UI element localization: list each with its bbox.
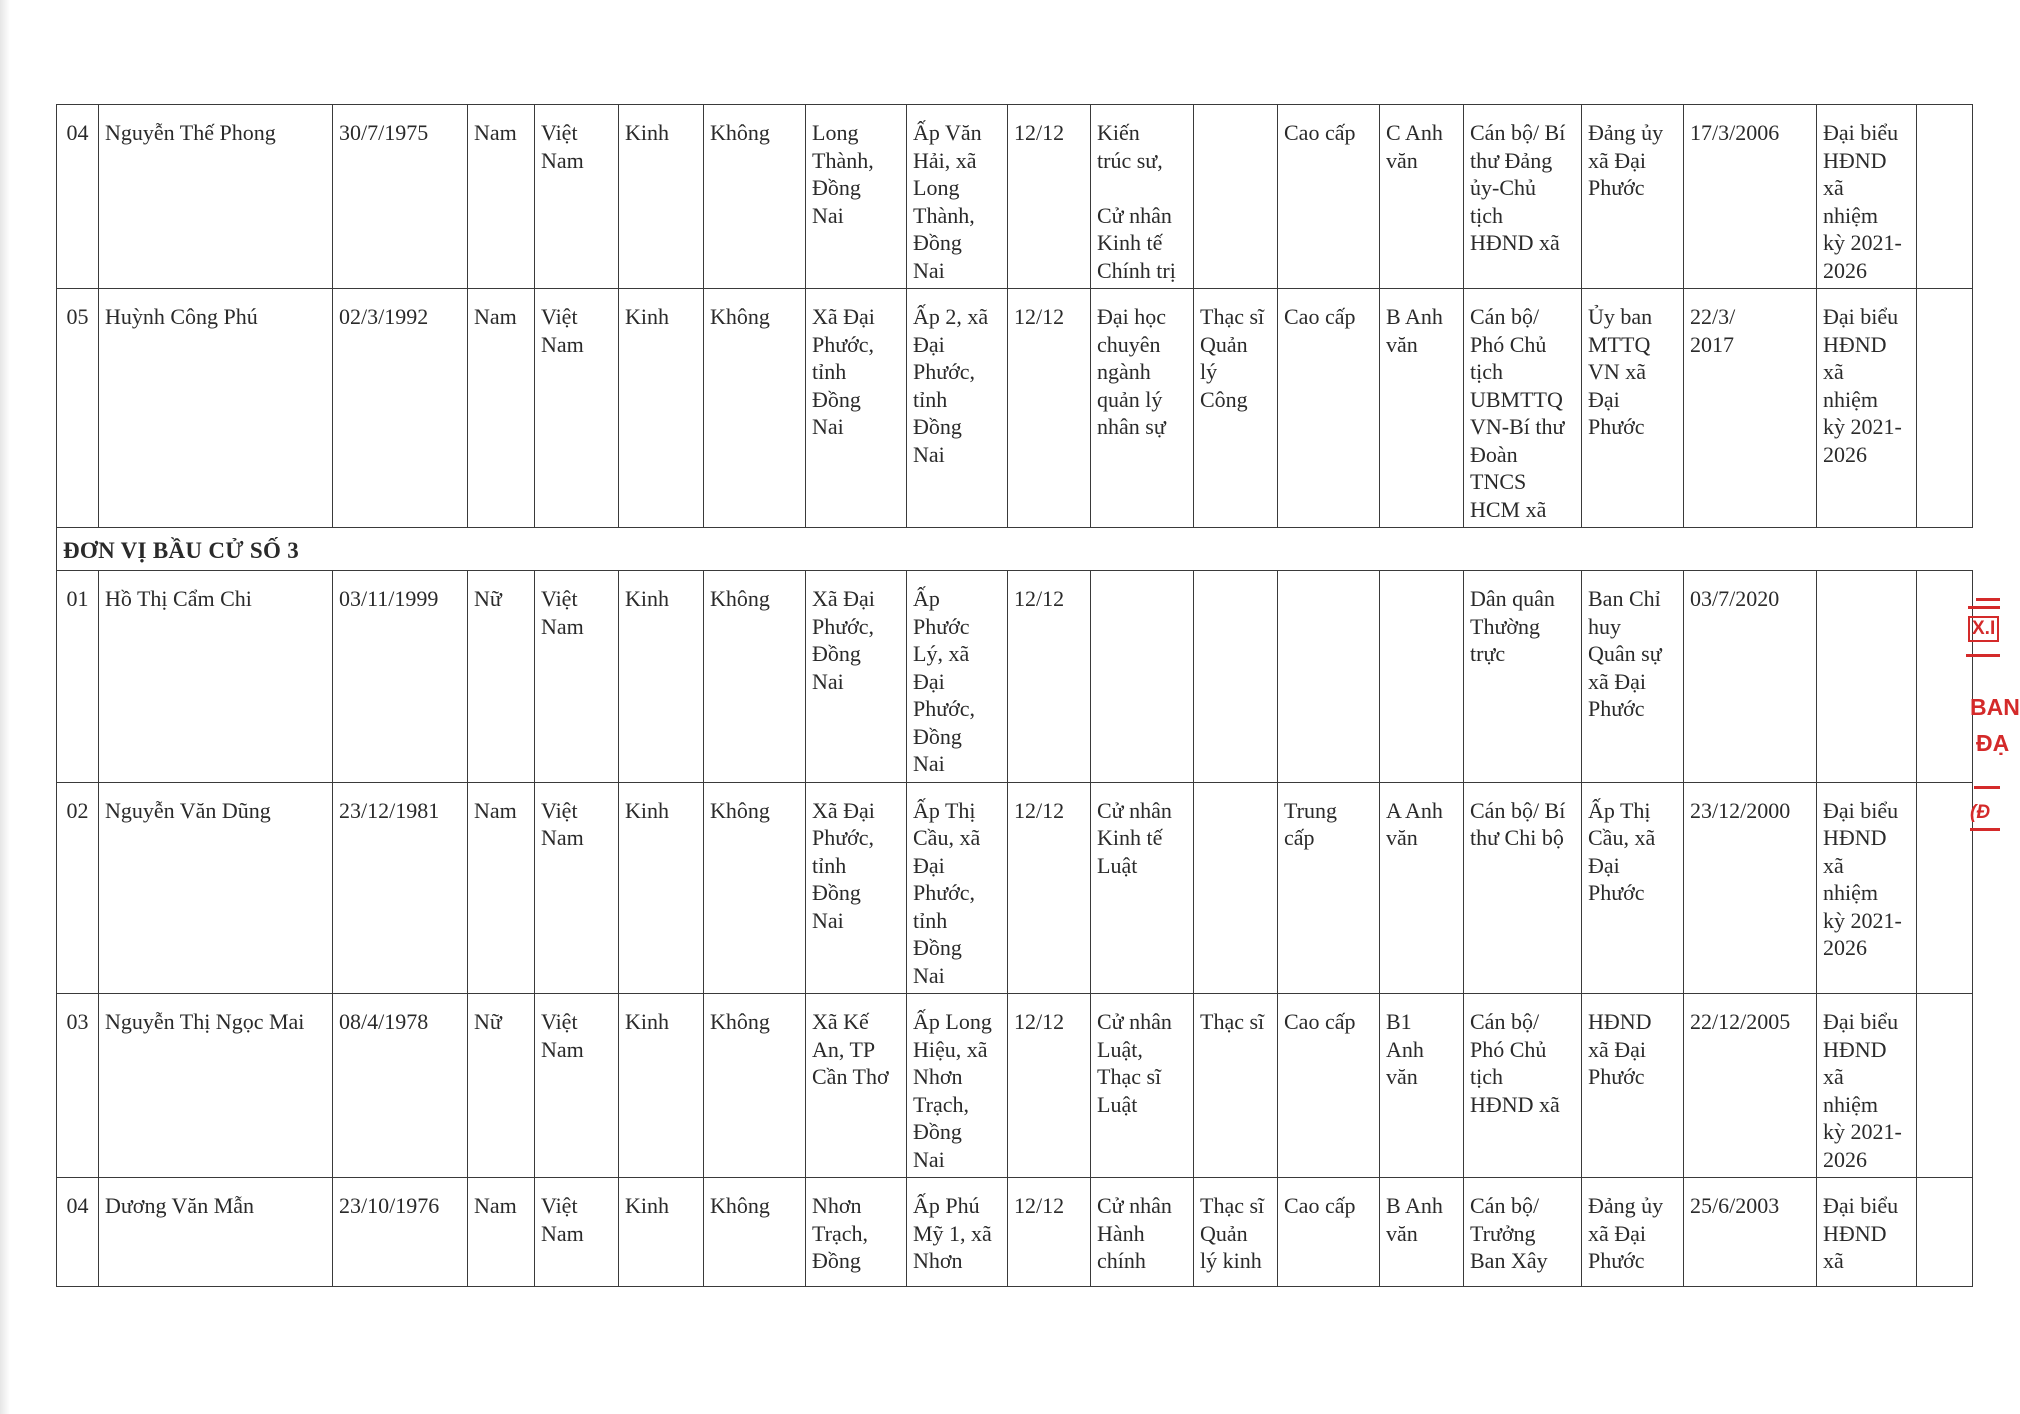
cell-ho-ten: Huỳnh Công Phú	[99, 289, 333, 528]
stamp-text-line3: (Đ	[1970, 802, 1991, 823]
cell-hoc-vi: Thạc sĩ Quản lý kinh	[1194, 1178, 1278, 1287]
stamp-rule	[1976, 598, 2000, 601]
cell-chuyen-mon: Kiến trúc sư, Cử nhân Kinh tế Chính trị	[1091, 105, 1194, 289]
cell-stt: 01	[57, 571, 99, 783]
cell-dai-bieu: Đại biểu HĐND xã nhiệm kỳ 2021- 2026	[1817, 994, 1917, 1178]
cell-dan-toc: Kinh	[619, 571, 704, 783]
cell-ghi-chu	[1917, 105, 1973, 289]
cell-gioi-tinh: Nam	[468, 1178, 535, 1287]
cell-ngoai-ngu: C Anh văn	[1380, 105, 1464, 289]
cell-ngoai-ngu: A Anh văn	[1380, 782, 1464, 994]
cell-chuc-vu: Cán bộ/ Bí thư Đảng ủy-Chủ tịch HĐND xã	[1464, 105, 1582, 289]
stamp-text-line2: ĐẠ	[1976, 730, 2010, 756]
cell-ngay-sinh: 23/10/1976	[333, 1178, 468, 1287]
cell-quoc-tich: Việt Nam	[535, 994, 619, 1178]
cell-noi-o: Ấp Phước Lý, xã Đại Phước, Đồng Nai	[907, 571, 1008, 783]
cell-noi-o: Ấp Long Hiệu, xã Nhơn Trạch, Đồng Nai	[907, 994, 1008, 1178]
cell-ngay-vao-dang: 22/3/ 2017	[1684, 289, 1817, 528]
cell-ly-luan: Cao cấp	[1278, 994, 1380, 1178]
stamp-text-line1: BAN	[1970, 694, 2020, 720]
table-row	[57, 782, 1973, 994]
cell-noi-o: Ấp Phú Mỹ 1, xã Nhơn	[907, 1178, 1008, 1287]
cell-noi-lam-viec: Đảng ủy xã Đại Phước	[1582, 105, 1684, 289]
table-row	[57, 994, 1973, 1178]
cell-que-quan: Xã Đại Phước, Đồng Nai	[806, 571, 907, 783]
cell-ngoai-ngu: B Anh văn	[1380, 1178, 1464, 1287]
cell-gioi-tinh: Nam	[468, 782, 535, 994]
cell-ghi-chu	[1917, 1178, 1973, 1287]
stamp-rule	[1968, 606, 2000, 609]
cell-ton-giao: Không	[704, 289, 806, 528]
cell-hoc-vi	[1194, 782, 1278, 994]
cell-noi-lam-viec: Ủy ban MTTQ VN xã Đại Phước	[1582, 289, 1684, 528]
cell-ngoai-ngu: B1 Anh văn	[1380, 994, 1464, 1178]
cell-ly-luan: Trung cấp	[1278, 782, 1380, 994]
cell-chuc-vu: Cán bộ/ Bí thư Chi bộ	[1464, 782, 1582, 994]
cell-chuyen-mon: Đại học chuyên ngành quản lý nhân sự	[1091, 289, 1194, 528]
cell-chuc-vu: Cán bộ/ Phó Chủ tịch HĐND xã	[1464, 994, 1582, 1178]
cell-stt: 02	[57, 782, 99, 994]
cell-ho-ten: Dương Văn Mẫn	[99, 1178, 333, 1287]
cell-stt: 03	[57, 994, 99, 1178]
cell-noi-o: Ấp Văn Hải, xã Long Thành, Đồng Nai	[907, 105, 1008, 289]
cell-que-quan: Xã Kế An, TP Cần Thơ	[806, 994, 907, 1178]
cell-quoc-tich: Việt Nam	[535, 782, 619, 994]
cell-gdpt: 12/12	[1008, 105, 1091, 289]
cell-gdpt: 12/12	[1008, 782, 1091, 994]
cell-dan-toc: Kinh	[619, 105, 704, 289]
cell-gdpt: 12/12	[1008, 994, 1091, 1178]
cell-dan-toc: Kinh	[619, 782, 704, 994]
cell-hoc-vi: Thạc sĩ	[1194, 994, 1278, 1178]
cell-quoc-tich: Việt Nam	[535, 571, 619, 783]
cell-ngay-sinh: 23/12/1981	[333, 782, 468, 994]
cell-quoc-tich: Việt Nam	[535, 1178, 619, 1287]
cell-quoc-tich: Việt Nam	[535, 105, 619, 289]
cell-ton-giao: Không	[704, 571, 806, 783]
table-row	[57, 289, 1973, 528]
section-header-row	[57, 528, 1973, 571]
cell-ly-luan: Cao cấp	[1278, 289, 1380, 528]
cell-noi-o: Ấp 2, xã Đại Phước, tỉnh Đồng Nai	[907, 289, 1008, 528]
cell-noi-lam-viec: Đảng ủy xã Đại Phước	[1582, 1178, 1684, 1287]
cell-dai-bieu: Đại biểu HĐND xã nhiệm kỳ 2021- 2026	[1817, 105, 1917, 289]
cell-hoc-vi	[1194, 571, 1278, 783]
cell-ly-luan: Cao cấp	[1278, 1178, 1380, 1287]
cell-ly-luan	[1278, 571, 1380, 783]
cell-ngoai-ngu: B Anh văn	[1380, 289, 1464, 528]
table-row	[57, 105, 1973, 289]
cell-noi-lam-viec: Ấp Thị Cầu, xã Đại Phước	[1582, 782, 1684, 994]
cell-noi-o: Ấp Thị Cầu, xã Đại Phước, tỉnh Đồng Nai	[907, 782, 1008, 994]
cell-que-quan: Long Thành, Đồng Nai	[806, 105, 907, 289]
cell-ngoai-ngu	[1380, 571, 1464, 783]
cell-chuc-vu: Cán bộ/ Trưởng Ban Xây	[1464, 1178, 1582, 1287]
cell-ho-ten: Hồ Thị Cẩm Chi	[99, 571, 333, 783]
cell-ghi-chu	[1917, 994, 1973, 1178]
cell-gioi-tinh: Nữ	[468, 994, 535, 1178]
cell-dai-bieu	[1817, 571, 1917, 783]
cell-ngay-vao-dang: 22/12/2005	[1684, 994, 1817, 1178]
cell-ngay-sinh: 03/11/1999	[333, 571, 468, 783]
cell-hoc-vi: Thạc sĩ Quản lý Công	[1194, 289, 1278, 528]
section-title: ĐƠN VỊ BẦU CỬ SỐ 3	[57, 528, 1973, 571]
cell-ngay-vao-dang: 23/12/2000	[1684, 782, 1817, 994]
cell-gdpt: 12/12	[1008, 289, 1091, 528]
cell-chuyen-mon: Cử nhân Hành chính	[1091, 1178, 1194, 1287]
cell-dan-toc: Kinh	[619, 994, 704, 1178]
cell-chuyen-mon	[1091, 571, 1194, 783]
cell-ngay-sinh: 08/4/1978	[333, 994, 468, 1178]
cell-ton-giao: Không	[704, 782, 806, 994]
cell-dan-toc: Kinh	[619, 289, 704, 528]
cell-chuc-vu: Dân quân Thường trực	[1464, 571, 1582, 783]
cell-ly-luan: Cao cấp	[1278, 105, 1380, 289]
cell-ho-ten: Nguyễn Thị Ngọc Mai	[99, 994, 333, 1178]
cell-ton-giao: Không	[704, 994, 806, 1178]
cell-ngay-vao-dang: 25/6/2003	[1684, 1178, 1817, 1287]
table-row	[57, 571, 1973, 783]
cell-que-quan: Xã Đại Phước, tỉnh Đồng Nai	[806, 782, 907, 994]
stamp-code: X.I	[1968, 616, 1999, 642]
candidate-table	[56, 104, 1973, 1287]
stamp-rule	[1966, 654, 2000, 657]
cell-gioi-tinh: Nam	[468, 105, 535, 289]
cell-ho-ten: Nguyễn Thế Phong	[99, 105, 333, 289]
cell-ho-ten: Nguyễn Văn Dũng	[99, 782, 333, 994]
cell-ngay-vao-dang: 03/7/2020	[1684, 571, 1817, 783]
cell-ton-giao: Không	[704, 1178, 806, 1287]
cell-ngay-sinh: 30/7/1975	[333, 105, 468, 289]
cell-chuyen-mon: Cử nhân Luật, Thạc sĩ Luật	[1091, 994, 1194, 1178]
cell-gdpt: 12/12	[1008, 571, 1091, 783]
cell-gioi-tinh: Nam	[468, 289, 535, 528]
cell-hoc-vi	[1194, 105, 1278, 289]
cell-dai-bieu: Đại biểu HĐND xã nhiệm kỳ 2021- 2026	[1817, 782, 1917, 994]
cell-que-quan: Nhơn Trạch, Đồng	[806, 1178, 907, 1287]
cell-dai-bieu: Đại biểu HĐND xã	[1817, 1178, 1917, 1287]
stamp-rule	[1974, 786, 2000, 789]
cell-stt: 04	[57, 105, 99, 289]
cell-que-quan: Xã Đại Phước, tỉnh Đồng Nai	[806, 289, 907, 528]
cell-gdpt: 12/12	[1008, 1178, 1091, 1287]
cell-stt: 05	[57, 289, 99, 528]
table-row	[57, 1178, 1973, 1287]
red-seal-stamp	[1958, 596, 2020, 846]
stamp-rule	[1970, 828, 2000, 831]
page-edge-shadow	[0, 0, 10, 1414]
cell-ngay-vao-dang: 17/3/2006	[1684, 105, 1817, 289]
cell-ghi-chu	[1917, 289, 1973, 528]
cell-ton-giao: Không	[704, 105, 806, 289]
cell-dai-bieu: Đại biểu HĐND xã nhiệm kỳ 2021- 2026	[1817, 289, 1917, 528]
cell-stt: 04	[57, 1178, 99, 1287]
cell-ngay-sinh: 02/3/1992	[333, 289, 468, 528]
cell-chuc-vu: Cán bộ/ Phó Chủ tịch UBMTTQ VN-Bí thư Đoàn TNCS HCM xã	[1464, 289, 1582, 528]
cell-gioi-tinh: Nữ	[468, 571, 535, 783]
cell-quoc-tich: Việt Nam	[535, 289, 619, 528]
cell-noi-lam-viec: HĐND xã Đại Phước	[1582, 994, 1684, 1178]
cell-dan-toc: Kinh	[619, 1178, 704, 1287]
cell-chuyen-mon: Cử nhân Kinh tế Luật	[1091, 782, 1194, 994]
cell-noi-lam-viec: Ban Chỉ huy Quân sự xã Đại Phước	[1582, 571, 1684, 783]
